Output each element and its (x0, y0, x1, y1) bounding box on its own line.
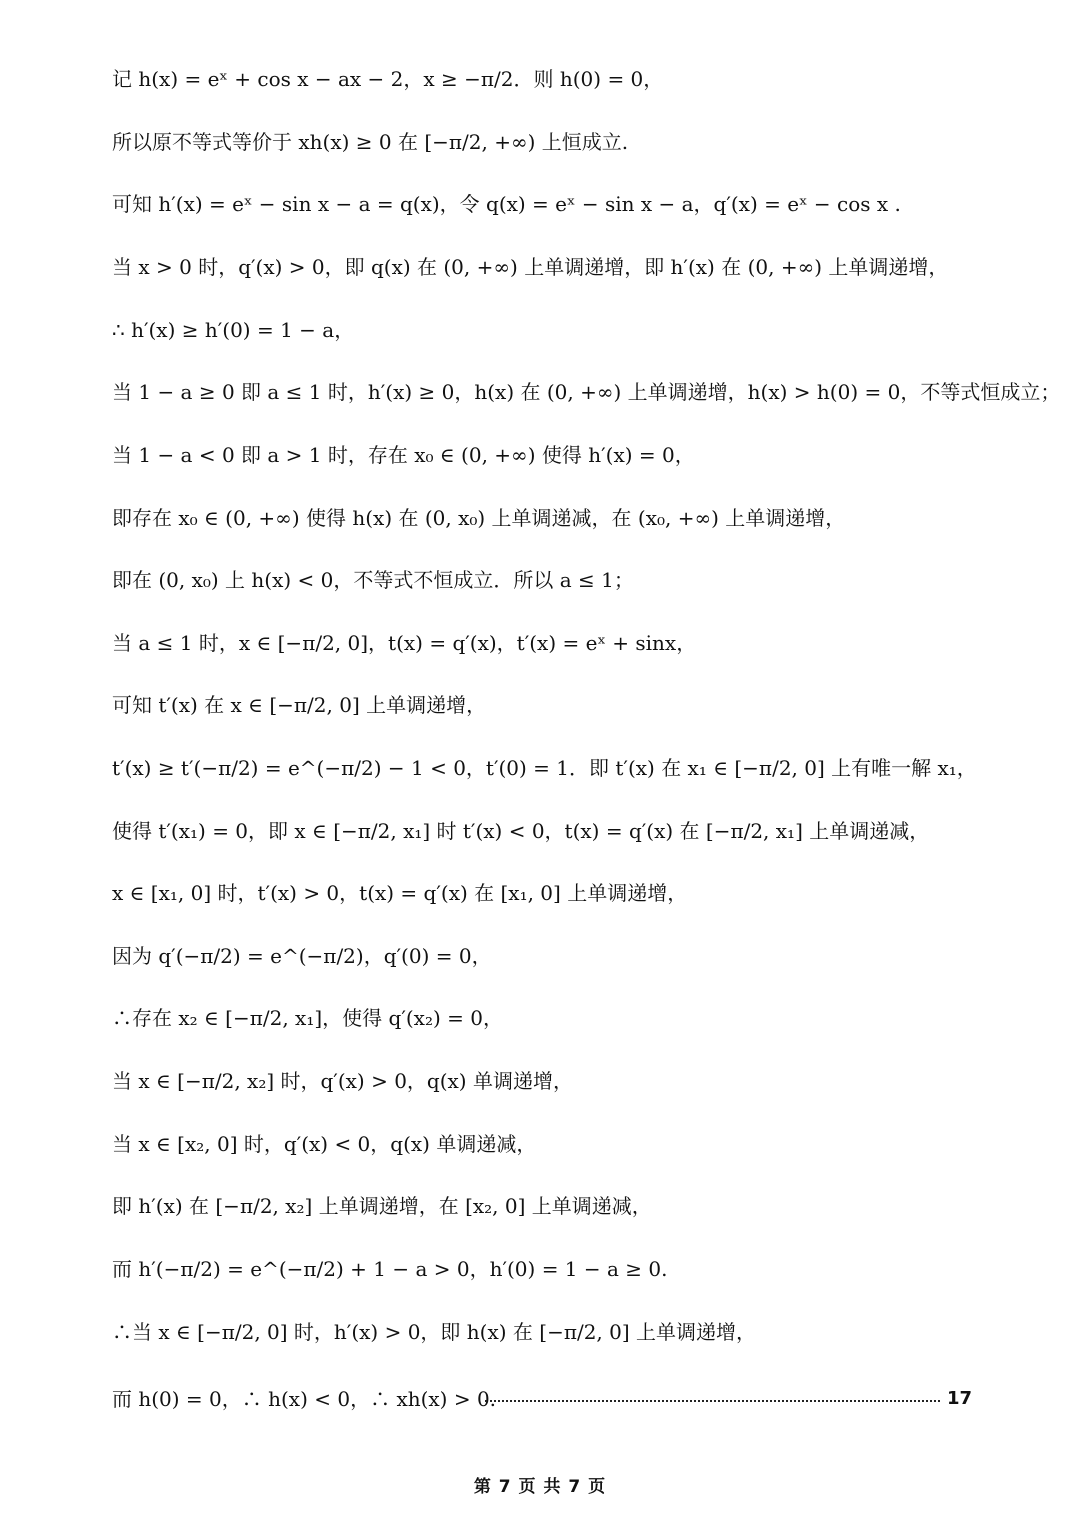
solution-line: 因为 q′(−π/2) = e^(−π/2)，q′(0) = 0， (112, 944, 492, 968)
solution-line: 即 h′(x) 在 [−π/2, x₂] 上单调递增，在 [x₂, 0] 上单调递减， (112, 1194, 652, 1218)
solution-line: 记 h(x) = eˣ + cos x − ax − 2，x ≥ −π/2．则 h(0) = 0， (112, 67, 664, 91)
solution-line: 所以原不等式等价于 xh(x) ≥ 0 在 [−π/2, +∞) 上恒成立. (112, 130, 629, 154)
solution-line: 当 x ∈ [x₂, 0] 时，q′(x) < 0，q(x) 单调递减， (112, 1132, 537, 1156)
page-footer: 第 7 页 共 7 页 (473, 1477, 607, 1497)
solution-line: 可知 t′(x) 在 x ∈ [−π/2, 0] 上单调递增， (112, 693, 487, 717)
solution-line: 可知 h′(x) = eˣ − sin x − a = q(x)，令 q(x) = eˣ − sin x − a，q′(x) = eˣ − cos x . (112, 192, 901, 216)
solution-line: 而 h′(−π/2) = e^(−π/2) + 1 − a > 0，h′(0) = 1 − a ≥ 0. (112, 1257, 668, 1281)
solution-line: 当 1 − a < 0 即 a > 1 时，存在 x₀ ∈ (0, +∞) 使得 h′(x) = 0， (112, 443, 695, 467)
solution-line: x ∈ [x₁, 0] 时，t′(x) > 0，t(x) = q′(x) 在 [x₁, 0] 上单调递增， (112, 881, 688, 905)
solution-line: 而 h(0) = 0，∴ h(x) < 0，∴ xh(x) > 0. (112, 1387, 497, 1411)
solution-line: 使得 t′(x₁) = 0，即 x ∈ [−π/2, x₁] 时 t′(x) < 0，t(x) = q′(x) 在 [−π/2, x₁] 上单调递减， (112, 819, 930, 843)
solution-line: 当 a ≤ 1 时，x ∈ [−π/2, 0]，t(x) = q′(x)，t′(x) = eˣ + sinx， (112, 631, 697, 655)
solution-line: 即存在 x₀ ∈ (0, +∞) 使得 h(x) 在 (0, x₀) 上单调递减，在 (x₀, +∞) 上单调递增， (112, 506, 846, 530)
dotted-leader (485, 1400, 940, 1402)
solution-line: ∴存在 x₂ ∈ [−π/2, x₁]，使得 q′(x₂) = 0， (112, 1006, 503, 1030)
solution-line: ∴ h′(x) ≥ h′(0) = 1 − a， (112, 318, 355, 342)
solution-line: 当 1 − a ≥ 0 即 a ≤ 1 时，h′(x) ≥ 0，h(x) 在 (0, +∞) 上单调递增，h(x) > h(0) = 0，不等式恒成立； (112, 380, 1061, 404)
solution-line: 即在 (0, x₀) 上 h(x) < 0，不等式不恒成立．所以 a ≤ 1； (112, 568, 634, 592)
solution-line: 当 x > 0 时，q′(x) > 0，即 q(x) 在 (0, +∞) 上单调递增，即 h′(x) 在 (0, +∞) 上单调递增， (112, 255, 949, 279)
solution-line: t′(x) ≥ t′(−π/2) = e^(−π/2) − 1 < 0，t′(0) = 1．即 t′(x) 在 x₁ ∈ [−π/2, 0] 上有唯一解 x₁， (112, 756, 977, 780)
solution-line: 当 x ∈ [−π/2, x₂] 时，q′(x) > 0，q(x) 单调递增， (112, 1069, 573, 1093)
score-marker: 17 (947, 1388, 973, 1409)
solution-line: ∴当 x ∈ [−π/2, 0] 时，h′(x) > 0，即 h(x) 在 [−π/2, 0] 上单调递增， (112, 1320, 757, 1344)
